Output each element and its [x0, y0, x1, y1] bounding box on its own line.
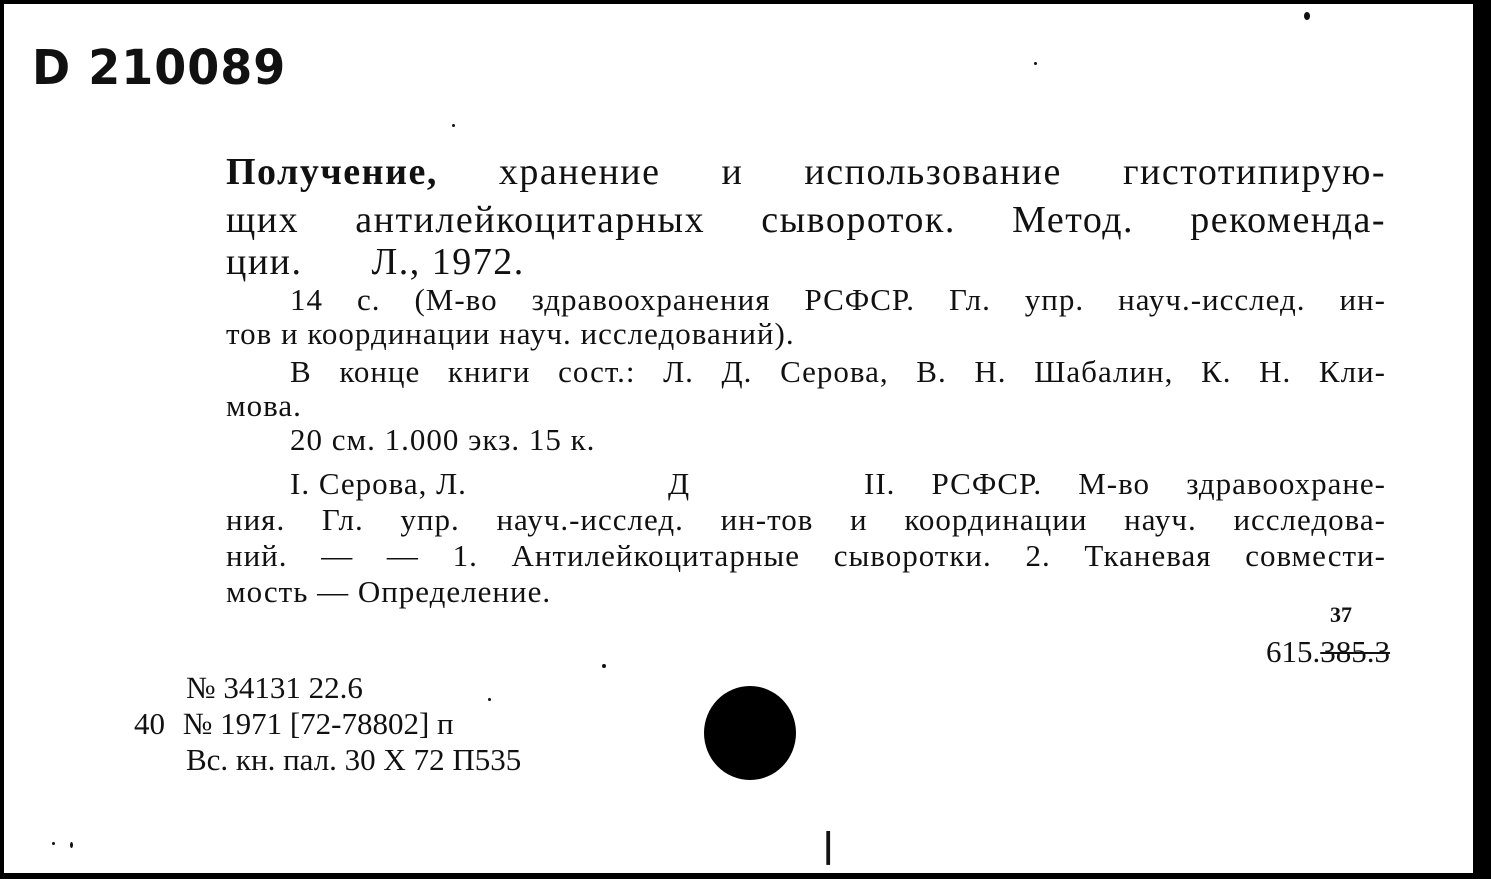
title-word: гистотипирую-	[1122, 151, 1386, 193]
title-line-1	[226, 150, 1386, 194]
tracing-word: —	[321, 538, 354, 573]
title-bold-word: Получение,	[226, 151, 438, 193]
author-word: К.	[1201, 354, 1232, 389]
title-word: щих	[226, 199, 300, 241]
tracing-word: сыворотки.	[833, 538, 992, 573]
punch-hole	[704, 686, 796, 780]
pub-word: науч.-исслед.	[1118, 282, 1306, 317]
author-word: Н.	[974, 354, 1007, 389]
shelf-number: 40	[134, 706, 165, 741]
title-line-2	[226, 198, 1386, 242]
catalog-card	[4, 4, 1473, 873]
speck	[52, 842, 55, 845]
tracing-word: исследова-	[1233, 502, 1386, 537]
title-word: рекоменда-	[1190, 199, 1386, 241]
title-word: ции.	[226, 241, 303, 283]
authors-line-1	[290, 354, 1386, 390]
handwritten-card-code: D 210089	[32, 38, 287, 96]
title-word: антилейкоцитарных	[355, 199, 706, 241]
tracing-word: координации	[904, 502, 1088, 537]
tracing-word: ин-тов	[720, 502, 814, 537]
author-word: Кли-	[1318, 354, 1386, 389]
author-word: В	[290, 354, 312, 389]
tracing-word: Антилейкоцитарные	[511, 538, 800, 573]
tracing-word: и	[850, 502, 868, 537]
tracing-word: совмести-	[1245, 538, 1386, 573]
author-word: В.	[916, 354, 947, 389]
speck	[70, 842, 73, 848]
speck	[452, 124, 455, 127]
author-word: книги	[447, 354, 531, 389]
tracing-word: ния.	[226, 502, 286, 537]
author-word: Д.	[721, 354, 753, 389]
pub-word: РСФСР.	[804, 282, 916, 317]
pub-word: упр.	[1024, 282, 1085, 317]
udc-correction: 37	[1330, 602, 1352, 627]
tracing-word: 2.	[1025, 538, 1051, 573]
authors-line-2: мова.	[226, 388, 302, 423]
title-word: Метод.	[1012, 199, 1135, 241]
tracing-word: ний.	[226, 538, 288, 573]
subj-line-4: мость — Определение.	[226, 574, 552, 609]
pub-word: здравоохранения	[531, 282, 771, 317]
subj-line-3	[226, 538, 1386, 574]
tracing-word: 1.	[452, 538, 478, 573]
author-word: сост.:	[558, 354, 636, 389]
tracing-word: науч.	[1124, 502, 1197, 537]
udc-prefix: 615.	[1266, 634, 1321, 669]
handwritten-mark: |	[822, 826, 835, 866]
card-edge-strip	[1473, 0, 1491, 879]
record-number: № 1971 [72-78802] п	[182, 706, 454, 741]
title-word: сывороток.	[761, 199, 956, 241]
author-word: конце	[339, 354, 421, 389]
title-word: использование	[804, 151, 1062, 193]
pub-word: (М-во	[414, 282, 498, 317]
pub-word: 14	[290, 282, 323, 317]
title-word: хранение	[498, 151, 661, 193]
physical-description: 20 см. 1.000 экз. 15 к.	[290, 422, 596, 457]
author-word: Серова,	[780, 354, 889, 389]
tracing-word: науч.-исслед.	[496, 502, 684, 537]
tracing-author: I. Серова, Л.	[290, 466, 467, 501]
author-word: Л.	[663, 354, 694, 389]
chamber-line: Вс. кн. пал. 30 X 72 П535	[186, 742, 522, 777]
title-word: и	[721, 151, 744, 193]
udc-number	[1266, 602, 1390, 670]
pub-line-2: тов и координации науч. исследований).	[226, 316, 795, 351]
order-line: № 34131 22.6	[186, 670, 363, 705]
speck	[488, 698, 491, 701]
speck	[1304, 12, 1310, 20]
tracing-word: Тканевая	[1084, 538, 1212, 573]
tracing-word: Гл.	[321, 502, 364, 537]
record-line	[134, 706, 454, 742]
tracing-word: —	[386, 538, 419, 573]
speck	[602, 664, 606, 668]
pub-word: с.	[356, 282, 381, 317]
tracing-initial: Д	[668, 466, 691, 501]
tracing-word: упр.	[400, 502, 460, 537]
author-word: Шабалин,	[1034, 354, 1174, 389]
pub-line-1	[290, 282, 1386, 318]
subj-line-1	[290, 466, 1386, 502]
subj-line-2	[226, 502, 1386, 538]
pub-word: Гл.	[949, 282, 991, 317]
tracing-org: II. РСФСР. М-во здравоохране-	[864, 466, 1386, 501]
pub-word: ин-	[1339, 282, 1386, 317]
speck	[1034, 62, 1037, 65]
place-year: Л., 1972.	[371, 241, 525, 283]
title-line-3	[226, 240, 525, 284]
author-word: Н.	[1259, 354, 1292, 389]
udc-struck: 385.3	[1320, 634, 1390, 669]
